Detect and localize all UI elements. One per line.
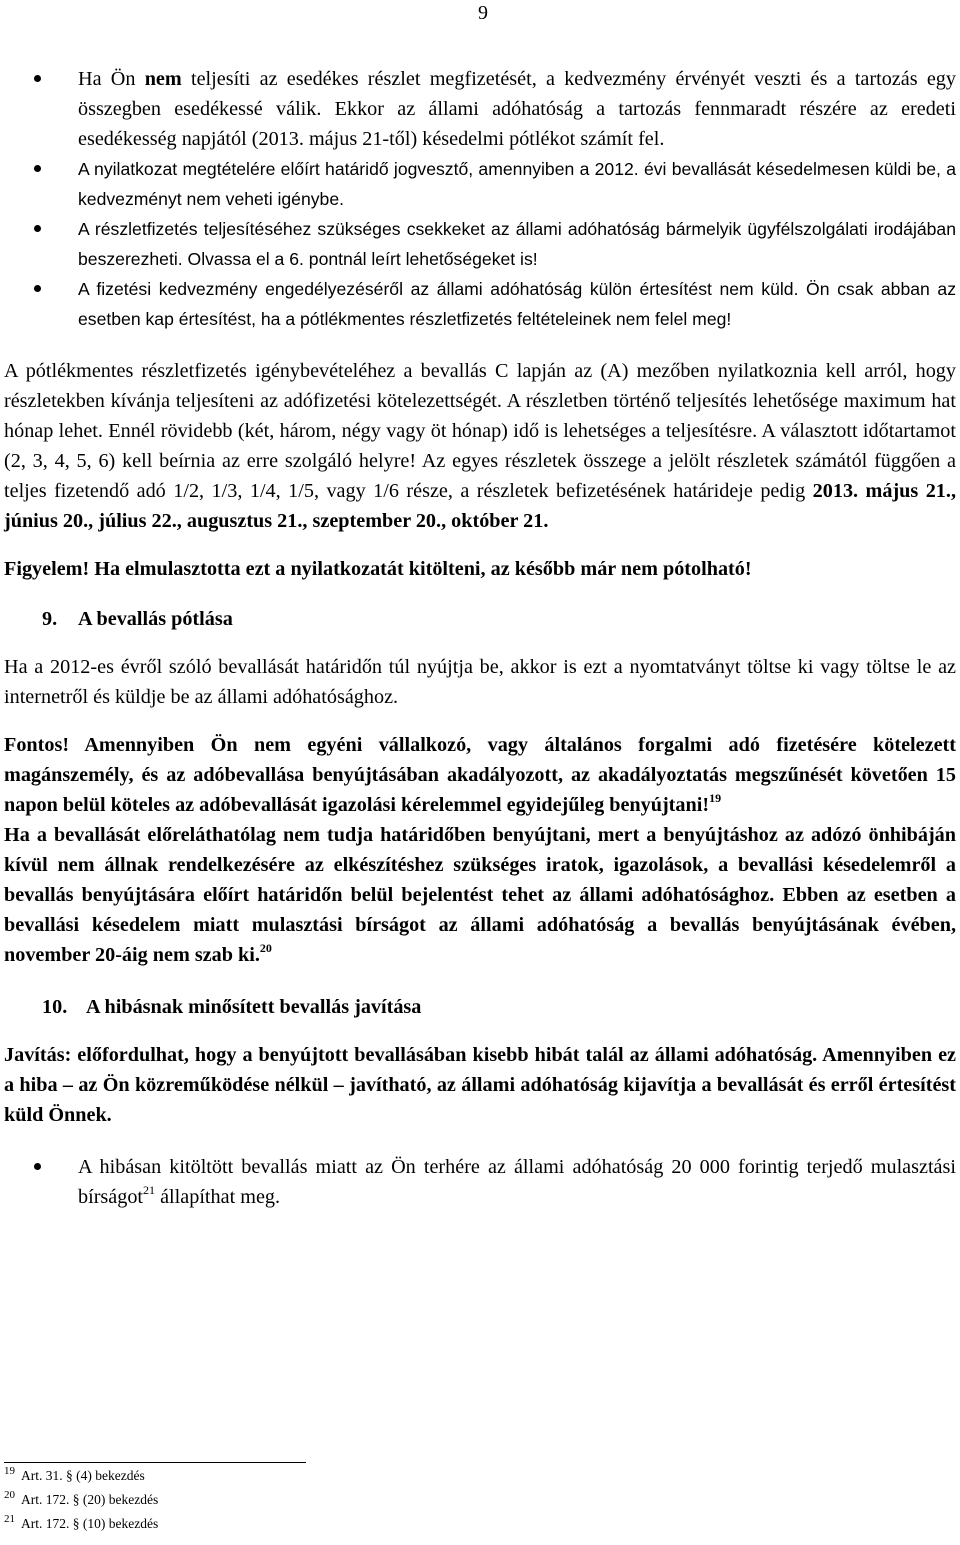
section-10-number: 10. (42, 996, 68, 1018)
footnote-text: Art. 172. § (10) bekezdés (21, 1516, 159, 1531)
section-9-number: 9. (42, 608, 58, 630)
list-item (4, 1152, 956, 1212)
fontos-text: Amennyiben Ön nem egyéni vállalkozó, vagy általános forgalmi adó fizetésére kötelezett magánszemély, és az adóbevallása benyújtásában akadályozott, az akadályoztatás megszűnését követően 15 napon belül köteles az adóbevallását igazolási kérelemmel egyidejűleg benyújtani! (4, 734, 956, 816)
section-9-title: A bevallás pótlása (78, 608, 233, 630)
late-filing-paragraph (4, 820, 956, 970)
fontos-label: Fontos! (4, 734, 70, 756)
footnote-ref[interactable]: 20 (259, 941, 272, 955)
footnote-number: 21 (4, 1513, 15, 1525)
section-10-heading (4, 992, 956, 1022)
installment-text: A pótlékmentes részletfizetés igénybevételéhez a bevallás C lapján az (A) mezőben nyilatkoznia kell arról, hogy részletekben kívánja teljesíteni az adófizetési kötelezettségét. A részletben történő teljesítés lehetősége maximum hat hónap lehet. Ennél rövidebb (két, három, négy vagy öt hónap) idő is lehetséges a teljesítésre. A választott időtartamot (2, 3, 4, 5, 6) kell beírnia az erre szolgáló helyre! Az egyes részletek összege a jelölt részletek számától függően a teljes fizetendő adó 1/2, 1/3, 1/4, 1/5, vagy 1/6 része, a részletek befizetésének határideje pedig (4, 360, 956, 502)
warning-paragraph: Figyelem! Ha elmulasztotta ezt a nyilatkozatát kitölteni, az később már nem pótolható! (4, 558, 752, 580)
footnote-divider (4, 1462, 306, 1463)
section-10-title: A hibásnak minősített bevallás javítása (86, 996, 422, 1018)
late-filing-text: Ha a bevallását előreláthatólag nem tudja határidőben benyújtani, mert a benyújtáshoz az adózó önhibáján kívül nem állnak rendelkezésére az elkészítéshez szükséges iratok, igazolások, a bevallási késedelemről a bevallás benyújtására előírt határidőn belül bejelentést tehet az állami adóhatósághoz. Ebben az esetben a bevallási késedelem miatt mulasztási bírságot az állami adóhatóság a bevallás benyújtásának évében, november 20-áig nem szab ki. (4, 824, 956, 966)
bullet-bold-text: nem (144, 68, 182, 90)
list-item (4, 274, 956, 334)
section-9-heading (4, 604, 956, 634)
list-item (4, 214, 956, 274)
footnote-ref[interactable]: 19 (709, 791, 722, 805)
bullet-text: teljesíti az esedékes részlet megfizetését, a kedvezmény érvényét veszti és a tartozás egy összegben esedékessé válik. Ekkor az állami adóhatóság a tartozás fennmaradt részére az eredeti esedékesség napjától (2013. május 21-től) késedelmi pótlékot számít fel. (78, 68, 956, 150)
list-item (4, 64, 956, 154)
penalty-text: állapíthat meg. (155, 1186, 281, 1208)
bullet-text: A nyilatkozat megtételére előírt határidő jogvesztő, amennyiben a 2012. évi bevallását késedelmesen küldi be, a kedvezményt nem veheti igénybe. (78, 159, 956, 209)
list-item (4, 154, 956, 214)
footnotes (4, 1464, 158, 1536)
penalty-text: A hibásan kitöltött bevallás miatt az Ön terhére az állami adóhatóság 20 000 forintig terjedő mulasztási bírságot (78, 1156, 956, 1208)
footnote (4, 1512, 158, 1536)
footnote-text: Art. 31. § (4) bekezdés (21, 1468, 145, 1483)
installment-dates: 2013. május 21., június 20., július 22., augusztus 21., szeptember 20., október 21. (4, 480, 956, 532)
bullet-text: Ha Ön (78, 68, 145, 90)
bullet-list-conditions (4, 64, 956, 334)
installment-paragraph (4, 356, 956, 536)
footnote (4, 1464, 158, 1488)
footnote-number: 19 (4, 1465, 15, 1477)
footnote (4, 1488, 158, 1512)
bullet-text: A fizetési kedvezmény engedélyezéséről az állami adóhatóság külön értesítést nem küld. Ön csak abban az esetben kap értesítést, ha a pótlékmentes részletfizetés feltételeinek nem felel meg! (78, 279, 956, 329)
bullet-text: A részletfizetés teljesítéséhez szükséges csekkeket az állami adóhatóság bármelyik ügyfélszolgálati irodájában beszerezheti. Olvassa el a 6. pontnál leírt lehetőségeket is! (78, 219, 956, 269)
document-body (4, 64, 956, 1212)
fontos-paragraph (4, 730, 956, 820)
javitas-paragraph: Javítás: előfordulhat, hogy a benyújtott bevallásában kisebb hibát talál az állami adóhatóság. Amennyiben ez a hiba – az Ön közreműködése nélkül – javítható, az állami adóhatóság kijavítja a bevallását és erről értesítést küld Önnek. (4, 1044, 956, 1126)
page-number: 9 (478, 2, 488, 24)
footnote-ref[interactable]: 21 (143, 1183, 156, 1197)
section-9-paragraph: Ha a 2012-es évről szóló bevallását határidőn túl nyújtja be, akkor is ezt a nyomtatványt töltse ki vagy töltse le az internetről és küldje be az állami adóhatósághoz. (4, 656, 956, 708)
footnote-number: 20 (4, 1489, 15, 1501)
footnote-text: Art. 172. § (20) bekezdés (21, 1492, 159, 1507)
bullet-list-penalty (4, 1152, 956, 1212)
